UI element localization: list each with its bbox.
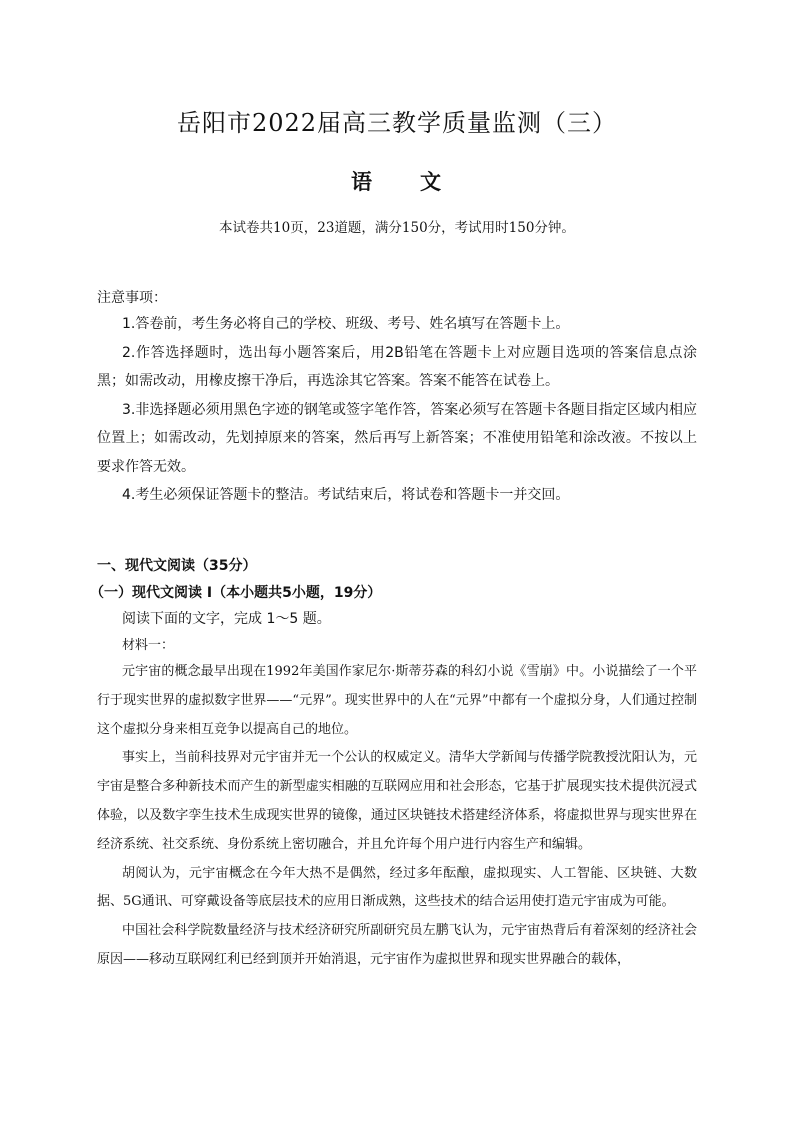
material-paragraph: 胡阅认为，元宇宙概念在今年大热不是偶然，经过多年酝酿，虚拟现实、人工智能、区块链、大数据、5G通讯、可穿戴设备等底层技术的应用日渐成熟，这些技术的结合运用使打造元宇宙成为可能。: [97, 865, 697, 910]
exam-title: 岳阳市2022届高三教学质量监测（三）: [176, 109, 618, 137]
subject-title: 语 文: [351, 169, 443, 194]
section-title: 一、现代文阅读（35分）: [97, 558, 257, 574]
material-paragraph: 事实上，当前科技界对元宇宙并无一个公认的权威定义。清华大学新闻与传播学院教授沈阳认为，元宇宙是整合多种新技术而产生的新型虚实相融的互联网应用和社会形态，它基于扩展现实技术提供沉浸式体验，以及数字孪生技术生成现实世界的镜像，通过区块链技术搭建经济体系，将虚拟世界与现实世界在经济系统、社交系统、身份系统上密切融合，并且允许每个用户进行内容生产和编辑。: [97, 750, 697, 852]
material-paragraph: 中国社会科学院数量经济与技术经济研究所副研究员左鹏飞认为，元宇宙热背后有着深刻的经济社会原因——移动互联网红利已经到顶并开始消退，元宇宙作为虚拟世界和现实世界融合的载体，: [97, 923, 697, 967]
reading-instruction: 阅读下面的文字，完成 1～5 题。: [122, 611, 331, 627]
material-paragraph: 元宇宙的概念最早出现在1992年美国作家尼尔·斯蒂芬森的科幻小说《雪崩》中。小说描绘了一个平行于现实世界的虚拟数字世界——“元界”。现实世界中的人在“元界”中都有一个虚拟分身，人们通过控制这个虚拟分身来相互竞争以提高自己的地位。: [97, 664, 697, 737]
notice-item: 4.考生必须保证答题卡的整洁。考试结束后，将试卷和答题卡一并交回。: [122, 487, 570, 503]
notice-item: 2.作答选择题时，选出每小题答案后，用2B铅笔在答题卡上对应题目选项的答案信息点涂黑；如需改动，用橡皮擦干净后，再选涂其它答案。答案不能答在试卷上。: [97, 344, 697, 389]
material-label: 材料一：: [122, 638, 175, 653]
notice-heading: 注意事项：: [97, 290, 167, 306]
section-subtitle: （一）现代文阅读 I（本小题共5小题，19分）: [90, 585, 382, 601]
notice-list: [97, 310, 697, 510]
notice-item: 3.非选择题必须用黑色字迹的钢笔或签字笔作答，答案必须写在答题卡各题目指定区域内相应位置上；如需改动，先划掉原来的答案，然后再写上新答案；不准使用铅笔和涂改液。不按以上要求作答无效。: [97, 401, 697, 475]
notice-item: 1.答卷前，考生务必将自己的学校、班级、考号、姓名填写在答题卡上。: [122, 316, 570, 332]
exam-info: 本试卷共10页，23道题，满分150分，考试用时150分钟。: [219, 220, 575, 236]
material-text: [97, 658, 697, 975]
